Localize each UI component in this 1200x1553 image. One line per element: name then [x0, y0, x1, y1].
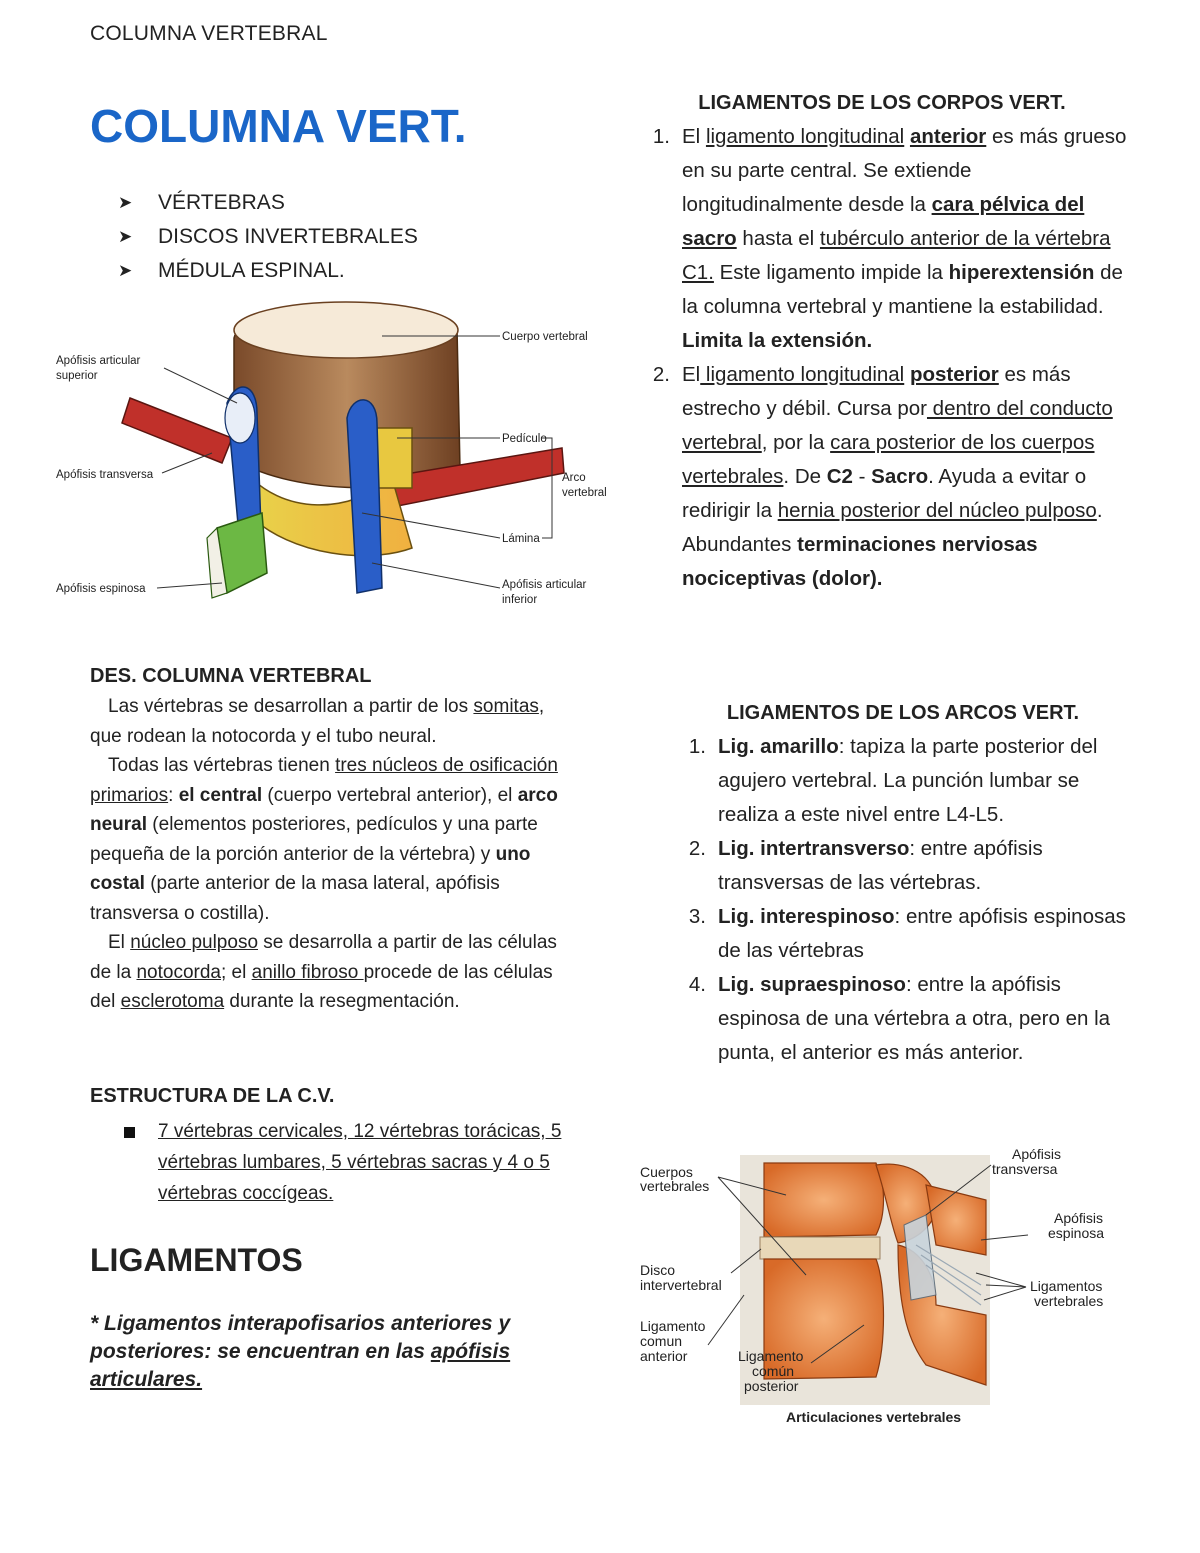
- list-item: 2. El ligamento longitudinal posterior es más estrecho y débil. Cursa por dentro del conducto vertebral, por la cara posterior de los cuerpos vertebrales. De C2 - Sacro. Ayuda a evitar o redirigir la hernia posterior del núcleo pulposo. Abundantes terminaciones nerviosas nociceptivas (dolor).: [652, 363, 1113, 590]
- des-paragraph-3: El núcleo pulposo se desarrolla a partir de las células de la notocorda; el anillo fibroso procede de las células del esclerotoma durante la resegmentación.: [90, 932, 557, 1012]
- label-ligamentos: Ligamentos: [1030, 1278, 1103, 1294]
- label-lca: Ligamento: [640, 1318, 706, 1334]
- label-transversa-2: transversa: [992, 1161, 1058, 1177]
- figure-caption: Articulaciones vertebrales: [786, 1409, 962, 1425]
- list-item: 2. Lig. intertransverso: entre apófisis transversas de las vértebras.: [688, 837, 1043, 894]
- label-lca-2: comun: [640, 1333, 683, 1349]
- label-disco: Disco: [640, 1262, 676, 1278]
- square-bullet-icon: [124, 1116, 158, 1209]
- arcos-list: [668, 730, 1138, 1070]
- label-apofisis-transversa: Apófisis transversa: [56, 469, 154, 481]
- vertebra-figure: [52, 298, 618, 628]
- ligamentos-section: [90, 1240, 570, 1394]
- arrow-bullet-icon: ➤: [118, 261, 133, 280]
- label-lcp-3: posterior: [744, 1378, 799, 1394]
- list-item: ➤ VÉRTEBRAS: [118, 186, 570, 220]
- list-item: 3. Lig. interespinoso: entre apófisis espinosas de las vértebras: [688, 905, 1126, 962]
- label-lamina: Lámina: [502, 533, 540, 545]
- list-item: 1. El ligamento longitudinal anterior es más grueso en su parte central. Se extiende longitudinalmente desde la cara pélvica del sacro hasta el tubérculo anterior de la vértebra C1. Este ligamento impide la hiperextensión de la columna vertebral y mantiene la estabilidad. Limita la extensión.: [652, 125, 1127, 352]
- corpos-heading: LIGAMENTOS DE LOS CORPOS VERT.: [698, 92, 1066, 114]
- list-item: 7 vértebras cervicales, 12 vértebras torácicas, 5 vértebras lumbares, 5 vértebras sacras y 4 o 5 vértebras coccígeas.: [124, 1116, 570, 1209]
- label-apofisis-espinosa: Apófisis espinosa: [56, 583, 146, 595]
- arcos-heading: LIGAMENTOS DE LOS ARCOS VERT.: [726, 702, 1080, 724]
- label-cuerpo-vertebral: Cuerpo vertebral: [502, 331, 588, 343]
- arrow-bullet-icon: ➤: [118, 227, 133, 246]
- label-apofisis-superior-2: superior: [56, 370, 98, 382]
- label-arco-2: vertebral: [562, 487, 607, 499]
- articulaciones-figure: [636, 1145, 1126, 1435]
- label-apofisis-superior: Apófisis articular: [56, 355, 141, 367]
- list-item: ➤ MÉDULA ESPINAL.: [118, 254, 570, 288]
- right-column: [632, 88, 1132, 596]
- label-lca-3: anterior: [640, 1348, 688, 1364]
- label-apofisis-inferior: Apófisis articular: [502, 579, 587, 591]
- left-column: [90, 100, 570, 288]
- des-section: [90, 662, 570, 1017]
- label-apofisis-inferior-2: inferior: [502, 594, 538, 606]
- des-paragraph-2: Todas las vértebras tienen tres núcleos de osificación primarios: el central (cuerpo vertebral anterior), el arco neural (elementos posteriores, pedículos y una parte pequeña de la porción anterior de la vértebra) y uno costal (parte anterior de la masa lateral, apófisis transversa o costilla).: [90, 755, 558, 924]
- des-body: [90, 692, 570, 1017]
- label-disco-2: intervertebral: [640, 1277, 722, 1293]
- arcos-section: [668, 698, 1138, 1070]
- label-espinosa: Apófisis: [1054, 1210, 1104, 1226]
- estructura-section: [90, 1082, 570, 1209]
- estructura-list: [124, 1116, 570, 1209]
- label-ligamentos-2: vertebrales: [1034, 1293, 1104, 1309]
- list-item: 1. Lig. amarillo: tapiza la parte posterior del agujero vertebral. La punción lumbar se realiza a este nivel entre L4-L5.: [688, 735, 1098, 826]
- label-transversa: Apófisis: [1012, 1146, 1062, 1162]
- topic-list: [118, 186, 570, 288]
- label-espinosa-2: espinosa: [1048, 1225, 1105, 1241]
- list-item: 4. Lig. supraespinoso: entre la apófisis espinosa de una vértebra a otra, pero en la punta, el anterior es más anterior.: [688, 973, 1111, 1064]
- des-paragraph-1: Las vértebras se desarrollan a partir de los somitas, que rodean la notocorda y el tubo neural.: [90, 696, 545, 747]
- label-cuerpos-2: vertebrales: [640, 1178, 710, 1194]
- label-lcp: Ligamento: [738, 1348, 804, 1364]
- ligamentos-note: * Ligamentos interapofisarios anteriores y posteriores: se encuentran en las apófisis articulares.: [90, 1312, 511, 1391]
- arrow-bullet-icon: ➤: [118, 193, 133, 212]
- label-arco: Arco: [562, 472, 586, 484]
- corpos-list: [632, 120, 1132, 596]
- page-header: COLUMNA VERTEBRAL: [90, 22, 328, 45]
- label-cuerpos: Cuerpos: [640, 1164, 693, 1180]
- list-item: ➤ DISCOS INVERTEBRALES: [118, 220, 570, 254]
- ligamentos-heading: LIGAMENTOS: [90, 1242, 303, 1278]
- label-pediculo: Pedículo: [502, 433, 547, 445]
- estructura-heading: ESTRUCTURA DE LA C.V.: [90, 1085, 335, 1107]
- main-title: COLUMNA VERT.: [90, 100, 467, 152]
- des-heading: DES. COLUMNA VERTEBRAL: [90, 665, 372, 687]
- label-lcp-2: común: [752, 1363, 795, 1379]
